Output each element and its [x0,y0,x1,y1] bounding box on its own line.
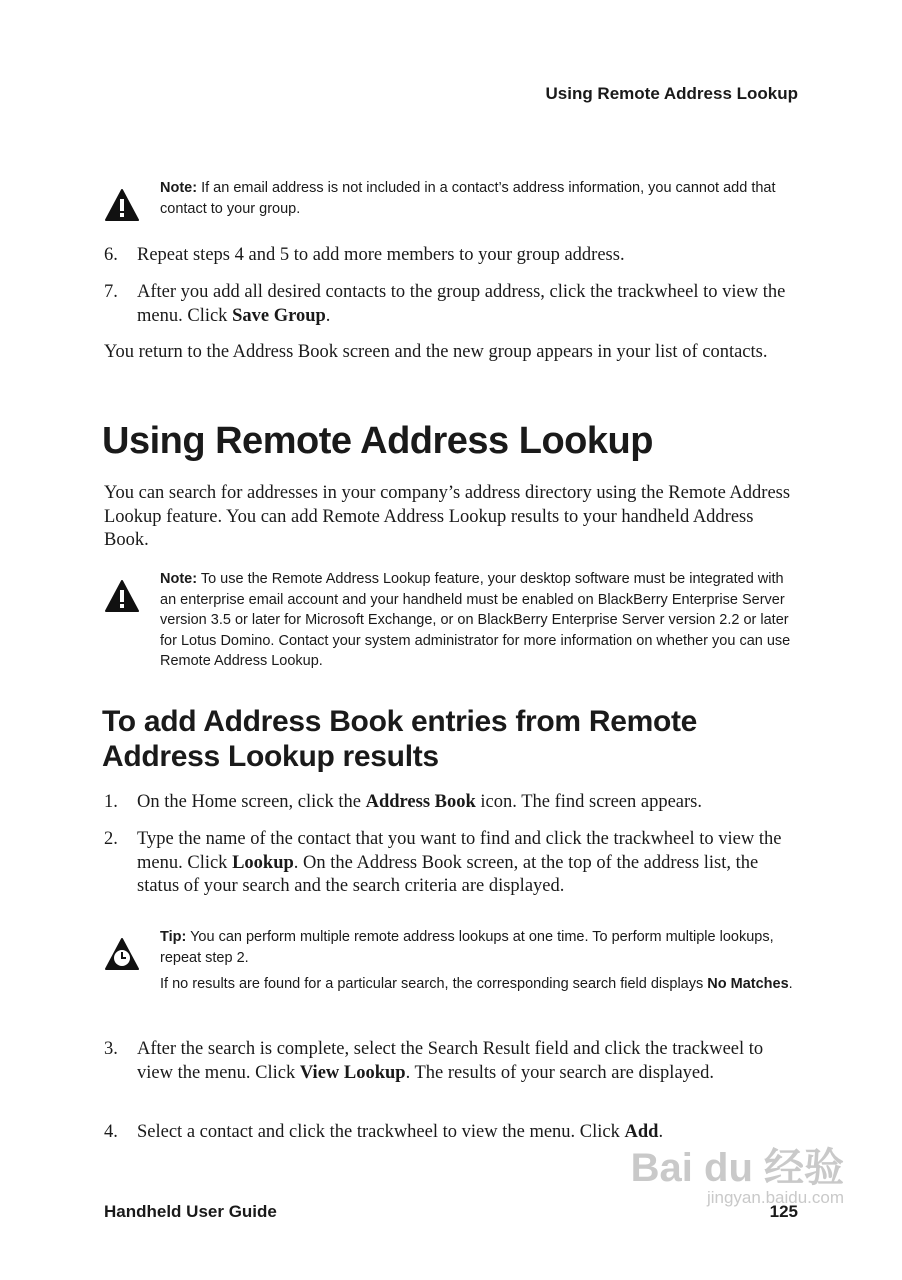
step-text: On the Home screen, click the Address Book icon. The find screen appears. [137,792,702,812]
footer-title: Handheld User Guide [104,1202,277,1221]
clock-icon [104,927,160,976]
list-item [104,828,798,899]
watermark-brand: Bai du 经验 [630,1146,844,1190]
step-text: Repeat steps 4 and 5 to add more members to your group address. [137,245,625,265]
warning-icon [104,178,160,227]
tip-paragraph: If no results are found for a particular search, the corresponding search field displays No Matches. [160,976,793,992]
ui-term: Save Group [232,305,326,326]
section-intro: You can search for addresses in your company’s address directory using the Remote Address Lookup feature. You can add Remote Address Lookup results to your handheld Address Book. [104,483,791,550]
ui-term: Address Book [365,792,476,812]
note-text: To use the Remote Address Lookup feature, your desktop software must be integrated with an enterprise email account and your handheld must be enabled on BlackBerry Enterprise Server version 3.5 or later for Microsoft Exchange, or on BlackBerry Enterprise Server version 2.2 or later for Lotus Domino. Contact your system administrator for more information on whether you can use Remote Address Lookup. [160,571,791,669]
warning-icon [104,569,160,618]
step-number: 4. [104,1122,118,1142]
list-item [104,1038,798,1085]
step-number: 2. [104,829,118,849]
step-number: 6. [104,245,118,265]
page-number: 125 [769,1202,798,1221]
list-item [104,244,798,268]
step-number: 3. [104,1039,118,1059]
step-text: After you add all desired contacts to the group address, click the trackwheel to view the menu. Click Save Group. [137,282,786,326]
ui-term: View Lookup [299,1062,406,1083]
note-callout [104,178,798,227]
running-head: Using Remote Address Lookup [545,84,798,103]
section-heading: Using Remote Address Lookup [102,420,653,462]
body-paragraph: You return to the Address Book screen and the new group appears in your list of contacts. [104,342,768,362]
note-label: Note: [160,571,198,587]
note-label: Note: [160,180,198,196]
tip-label: Tip: [160,929,187,945]
ui-term: No Matches [707,976,789,992]
tip-callout [104,927,798,995]
watermark [631,1148,844,1208]
step-text: Type the name of the contact that you want to find and click the trackwheel to view the menu. Click Lookup. On the Address Book screen, at the top of the address list, the status of your search and the search criteria are displayed. [137,829,782,896]
list-item [104,281,798,328]
step-text: Select a contact and click the trackwheel to view the menu. Click Add. [137,1122,664,1142]
note-callout [104,569,798,672]
note-text: If an email address is not included in a contact’s address information, you cannot add that contact to your group. [160,180,776,217]
list-item [104,791,798,815]
watermark-url: jingyan.baidu.com [706,1188,844,1207]
ui-term: Add [624,1122,659,1142]
step-number: 7. [104,282,118,302]
ui-term: Lookup [232,852,294,873]
list-item [104,1121,798,1145]
step-text: After the search is complete, select the Search Result field and click the trackweel to view the menu. Click View Lookup. The results of your search are displayed. [137,1039,764,1083]
step-number: 1. [104,792,118,812]
subsection-heading: To add Address Book entries from Remote Address Lookup results [102,705,698,773]
tip-text: You can perform multiple remote address lookups at one time. To perform multiple lookups, repeat step 2. [160,929,774,966]
